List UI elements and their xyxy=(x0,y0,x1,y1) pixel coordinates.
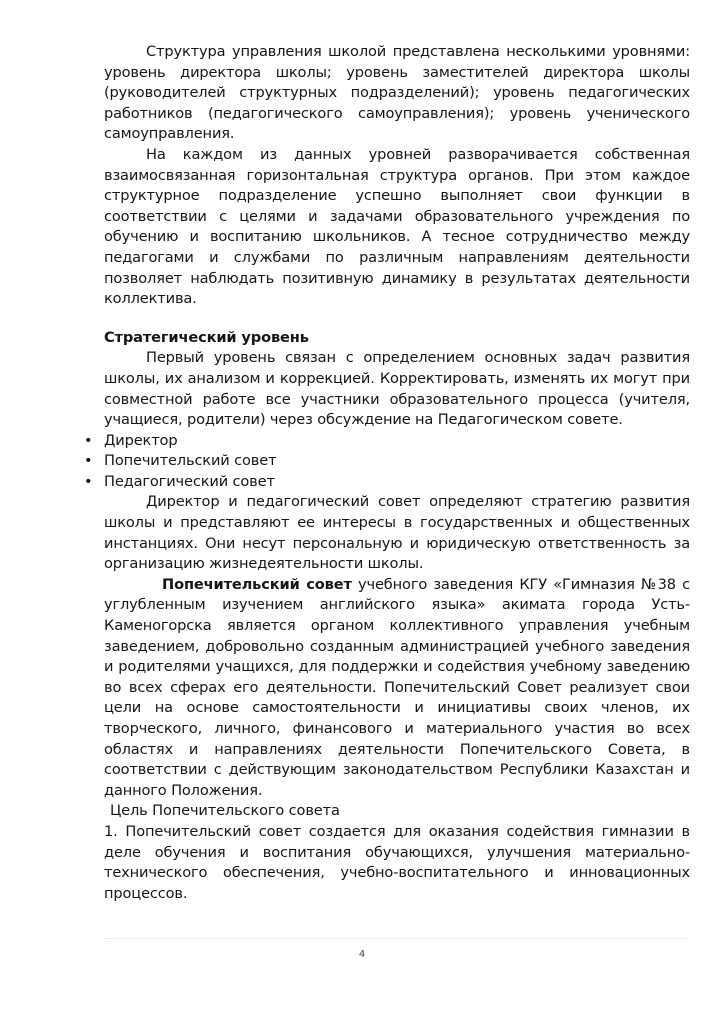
page-number: 4 xyxy=(358,949,366,960)
paragraph-board-of-trustees xyxy=(104,575,690,802)
list-item xyxy=(84,451,690,472)
list-item-text: Директор xyxy=(104,431,178,449)
paragraph-director-council: Директор и педагогический совет определяют стратегию развития школы и представляют ее интересы в государственных и общественных инстанциях. Они несут персональную и юридическую ответственность за организацию жизнедеятельности школы. xyxy=(104,493,690,573)
bullet-icon: • xyxy=(84,472,93,490)
paragraph-text: учебного заведения КГУ «Гимназия №38 с углубленным изучением английского языка» акимата города Усть-Каменогорска является органом коллективного управления учебным заведением, добровольно созданным администрацией учебного заведения и родителями учащихся, для поддержки и содействия учебному заведению во всех сферах его деятельности. Попечительский Совет реализует свои цели на основе самостоятельности и инициативы своих членов, их творческого, личного, финансового и материального участия во всех областях и направлениях деятельности Попечительского Совета, в соответствии с действующим законодательством Республики Казахстан и данного Положения. xyxy=(104,575,690,799)
paragraph-management-structure: Структура управления школой представлена несколькими уровнями: уровень директора школы; уровень заместителей директора школы (руководителей структурных подразделений); уровень педагогических работников (педагогического самоуправления); уровень ученического самоуправления. xyxy=(104,43,690,143)
bullet-list xyxy=(84,431,690,493)
list-item xyxy=(84,431,690,452)
spacer xyxy=(104,310,690,328)
paragraph-goal-item: 1. Попечительский совет создается для оказания содействия гимназии в деле обучения и воспитания обучающихся, улучшения материально-технического обеспечения, учебно-воспитательного и инновационных процессов. xyxy=(104,822,690,902)
bullet-icon: • xyxy=(84,431,93,449)
paragraph-horizontal-structure: На каждом из данных уровней разворачивается собственная взаимосвязанная горизонтальная структура органов. При этом каждое структурное подразделение успешно выполняет свои функции в соответствии с целями и задачами образовательного учреждения по обучению и воспитанию школьников. А тесное сотрудничество между педагогами и службами по различным направлениям деятельности позволяет наблюдать позитивную динамику в результатах деятельности коллектива. xyxy=(104,145,690,308)
list-item-text: Педагогический совет xyxy=(104,472,275,490)
section-heading: Стратегический уровень xyxy=(104,328,309,346)
paragraph-first-level: Первый уровень связан с определением основных задач развития школы, их анализом и коррекцией. Корректировать, изменять их могут при совместной работе все участники образовательного процесса (учителя, учащиеся, родители) через обсуждение на Педагогическом совете. xyxy=(104,349,690,429)
list-item-text: Попечительский совет xyxy=(104,452,277,470)
paragraph-goal-title: Цель Попечительского совета xyxy=(110,802,340,820)
bold-term: Попечительский совет xyxy=(162,575,352,593)
bullet-icon: • xyxy=(84,452,93,470)
list-item xyxy=(84,472,690,493)
footer-divider xyxy=(104,938,690,939)
page-content xyxy=(84,42,690,904)
